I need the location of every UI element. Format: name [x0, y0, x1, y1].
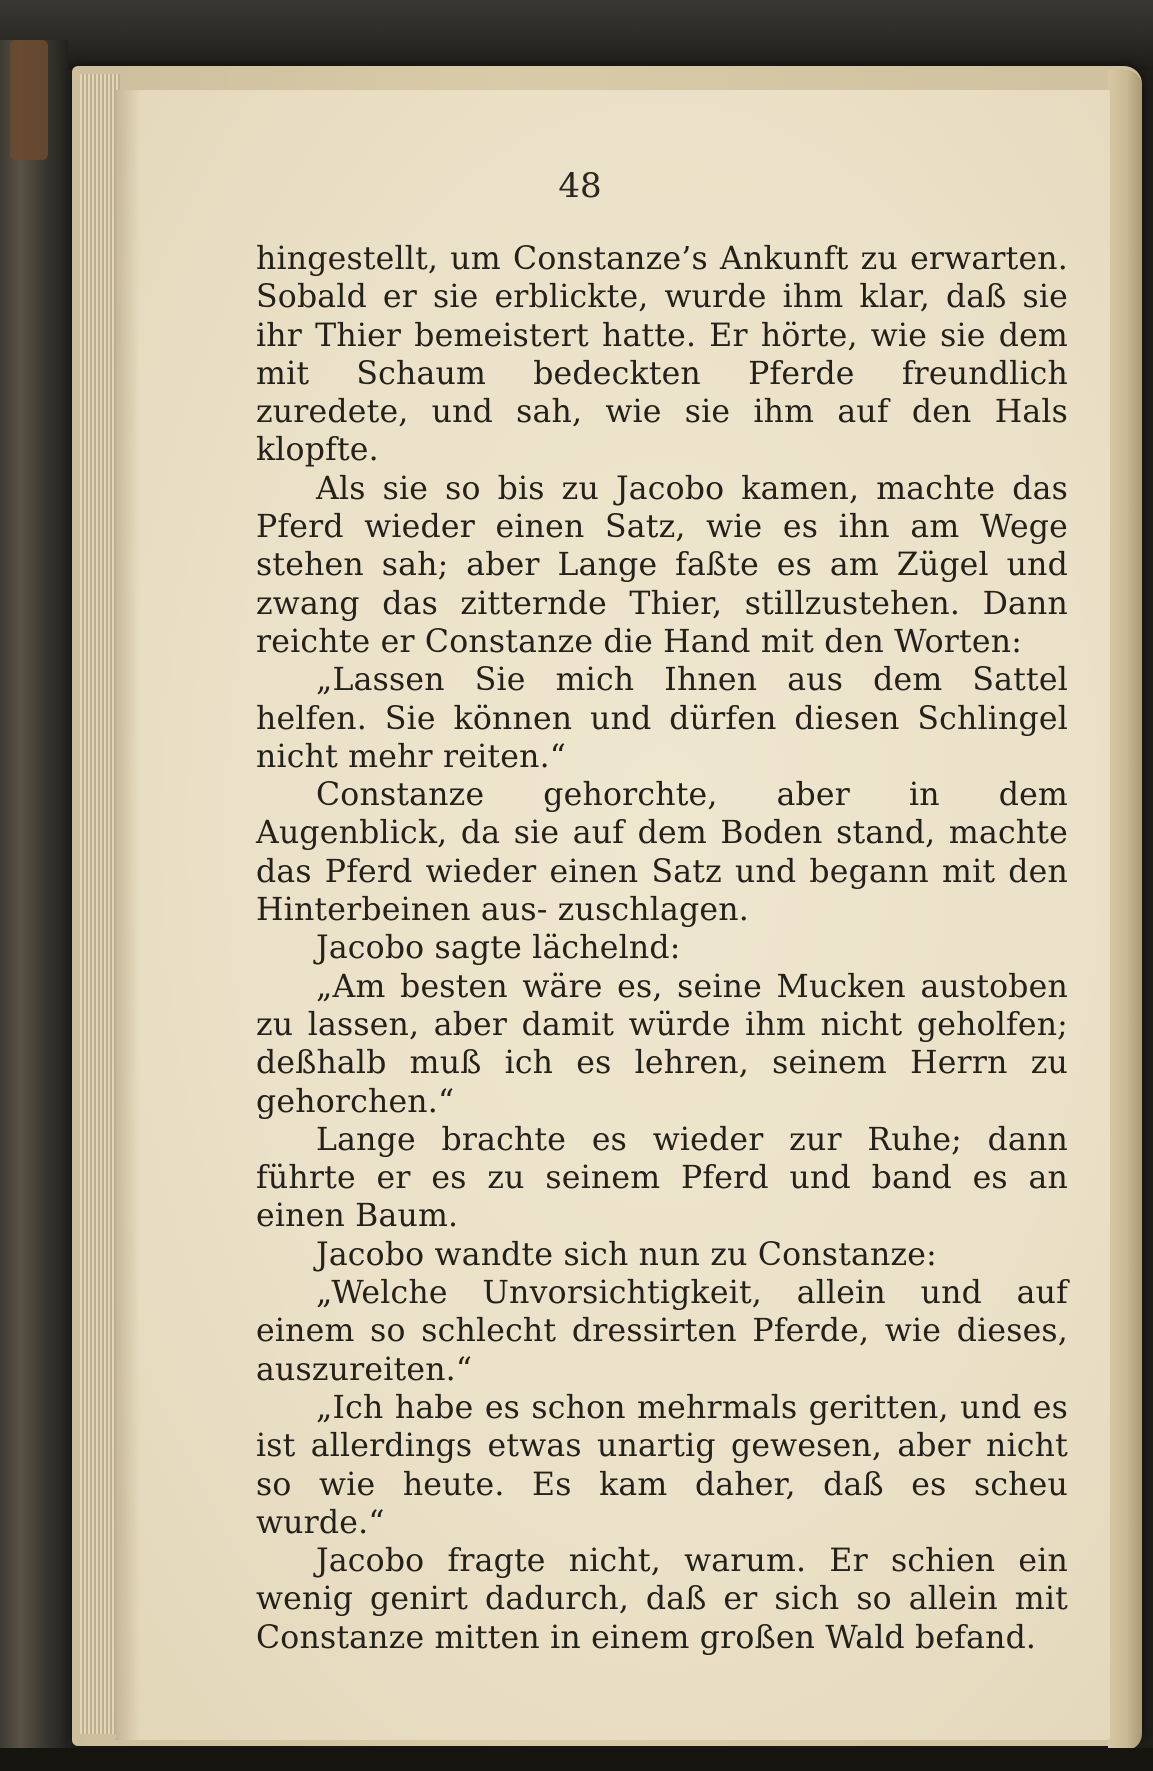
page-edges-left — [80, 74, 120, 1734]
body-text — [256, 240, 1068, 1657]
paragraph: Constanze gehorchte, aber in dem Augenblick, da sie auf dem Boden stand, machte das Pferd wieder einen Satz und begann mit den Hinterbeinen aus- zuschlagen. — [256, 777, 1068, 929]
paragraph: „Lassen Sie mich Ihnen aus dem Sattel helfen. Sie können und dürfen diesen Schlingel nicht mehr reiten.“ — [256, 662, 1068, 775]
cover-top-edge — [0, 0, 1153, 70]
page-gutter-shadow — [116, 90, 140, 1740]
paragraph: Lange brachte es wieder zur Ruhe; dann führte er es zu seinem Pferd und band es an einen Baum. — [256, 1121, 1068, 1235]
paragraph: hingestellt, um Constanze’s Ankunft zu erwarten. Sobald er sie erblickte, wurde ihm klar, daß sie ihr Thier bemeistert hatte. Er hörte, wie sie dem mit Schaum bedeckten Pferde freundlich zuredete, und sah, wie sie ihm auf den Hals klopfte. — [256, 241, 1068, 469]
worn-leather-patch — [10, 40, 48, 160]
page-edges-right — [1108, 70, 1142, 1750]
scan-bottom-edge — [0, 1748, 1153, 1771]
paragraph: Als sie so bis zu Jacobo kamen, machte das Pferd wieder einen Satz, wie es ihn am Wege stehen sah; aber Lange faßte es am Zügel und zwang das zitternde Thier, stillzustehen. Dann reichte er Constanze die Hand mit den Worten: — [256, 470, 1068, 660]
paragraph: „Am besten wäre es, seine Mucken austoben zu lassen, aber damit würde ihm nicht geholfen; deßhalb muß ich es lehren, seinem Herrn zu gehorchen.“ — [256, 968, 1068, 1120]
book-spine — [0, 40, 68, 1771]
paragraph: „Ich habe es schon mehrmals geritten, und es ist allerdings etwas unartig gewesen, aber nicht so wie heute. Es kam daher, daß es scheu wurde.“ — [256, 1389, 1068, 1541]
paragraph: Jacobo fragte nicht, warum. Er schien ein wenig genirt dadurch, daß er sich so allein mit Constanze mitten in einem großen Wald befand. — [256, 1543, 1068, 1656]
paragraph: Jacobo sagte lächelnd: — [316, 930, 681, 967]
page-number: 48 — [558, 166, 602, 206]
paragraph: Jacobo wandte sich nun zu Constanze: — [316, 1236, 937, 1273]
paragraph: „Welche Unvorsichtigkeit, allein und auf einem so schlecht dressirten Pferde, wie dieses, auszureiten.“ — [256, 1275, 1068, 1388]
